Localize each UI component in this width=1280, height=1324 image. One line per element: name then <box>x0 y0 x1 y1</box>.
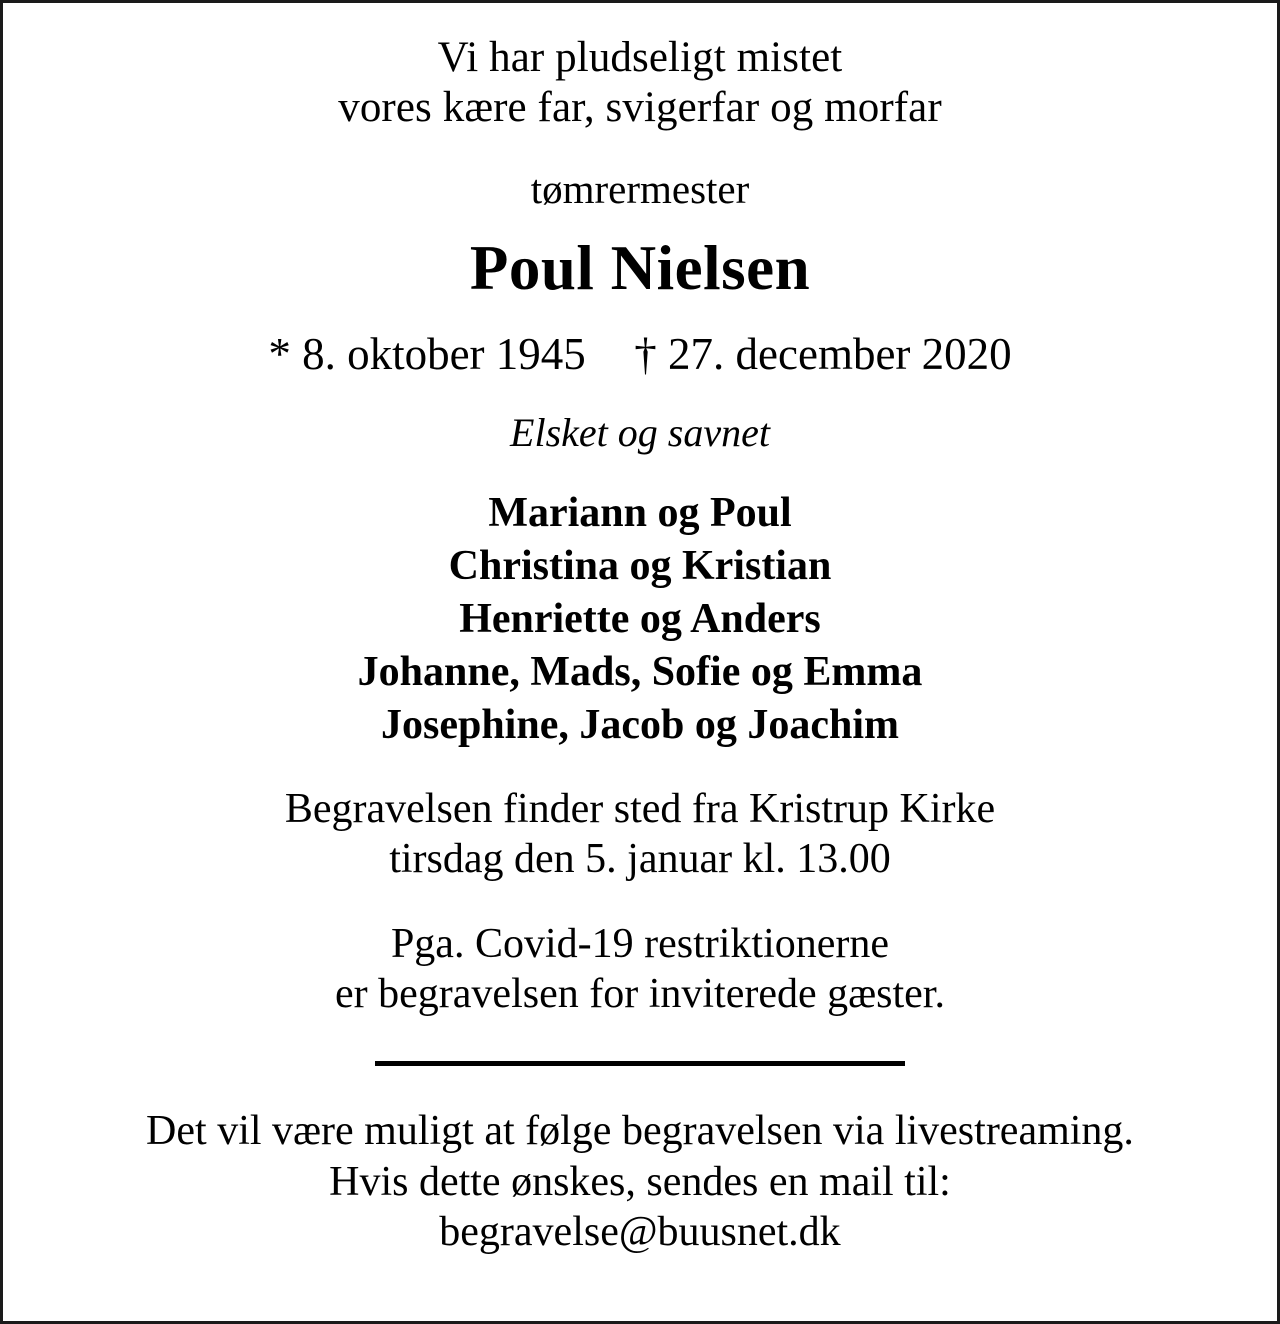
restriction-line: Pga. Covid-19 restriktionerne <box>390 920 890 967</box>
survivors-list <box>358 487 923 752</box>
covid-restrictions <box>335 919 945 1020</box>
birth-date: 8. oktober 1945 <box>302 328 586 379</box>
life-dates <box>268 330 1011 380</box>
intro-line: Vi har pludseligt mistet <box>437 34 843 81</box>
death-date: 27. december 2020 <box>668 328 1012 379</box>
survivor-line: Christina og Kristian <box>448 543 832 590</box>
livestream-line: Hvis dette ønskes, sendes en mail til: <box>329 1158 951 1205</box>
survivor-line: Henriette og Anders <box>459 596 821 643</box>
livestream-line: Det vil være muligt at følge begravelsen via livestreaming. <box>146 1108 1134 1155</box>
epitaph: Elsket og savnet <box>510 410 770 456</box>
intro-statement <box>338 33 942 133</box>
intro-line: vores kære far, svigerfar og morfar <box>338 83 942 131</box>
survivor-line: Johanne, Mads, Sofie og Emma <box>357 649 923 696</box>
livestream-info <box>146 1106 1134 1257</box>
contact-email: begravelse@buusnet.dk <box>439 1209 841 1256</box>
restriction-line: er begravelsen for inviterede gæster. <box>335 971 945 1018</box>
deceased-name: Poul Nielsen <box>469 232 811 303</box>
death-symbol: † <box>634 328 657 379</box>
survivor-line: Mariann og Poul <box>488 490 792 537</box>
birth-symbol: * <box>268 328 291 379</box>
funeral-line: Begravelsen finder sted fra Kristrup Kirke <box>284 785 996 832</box>
funeral-details <box>285 784 995 885</box>
survivor-line: Josephine, Jacob og Joachim <box>380 702 899 748</box>
funeral-line: tirsdag den 5. januar kl. 13.00 <box>389 836 891 883</box>
section-divider <box>375 1061 905 1066</box>
profession-line: tømrermester <box>530 165 750 212</box>
